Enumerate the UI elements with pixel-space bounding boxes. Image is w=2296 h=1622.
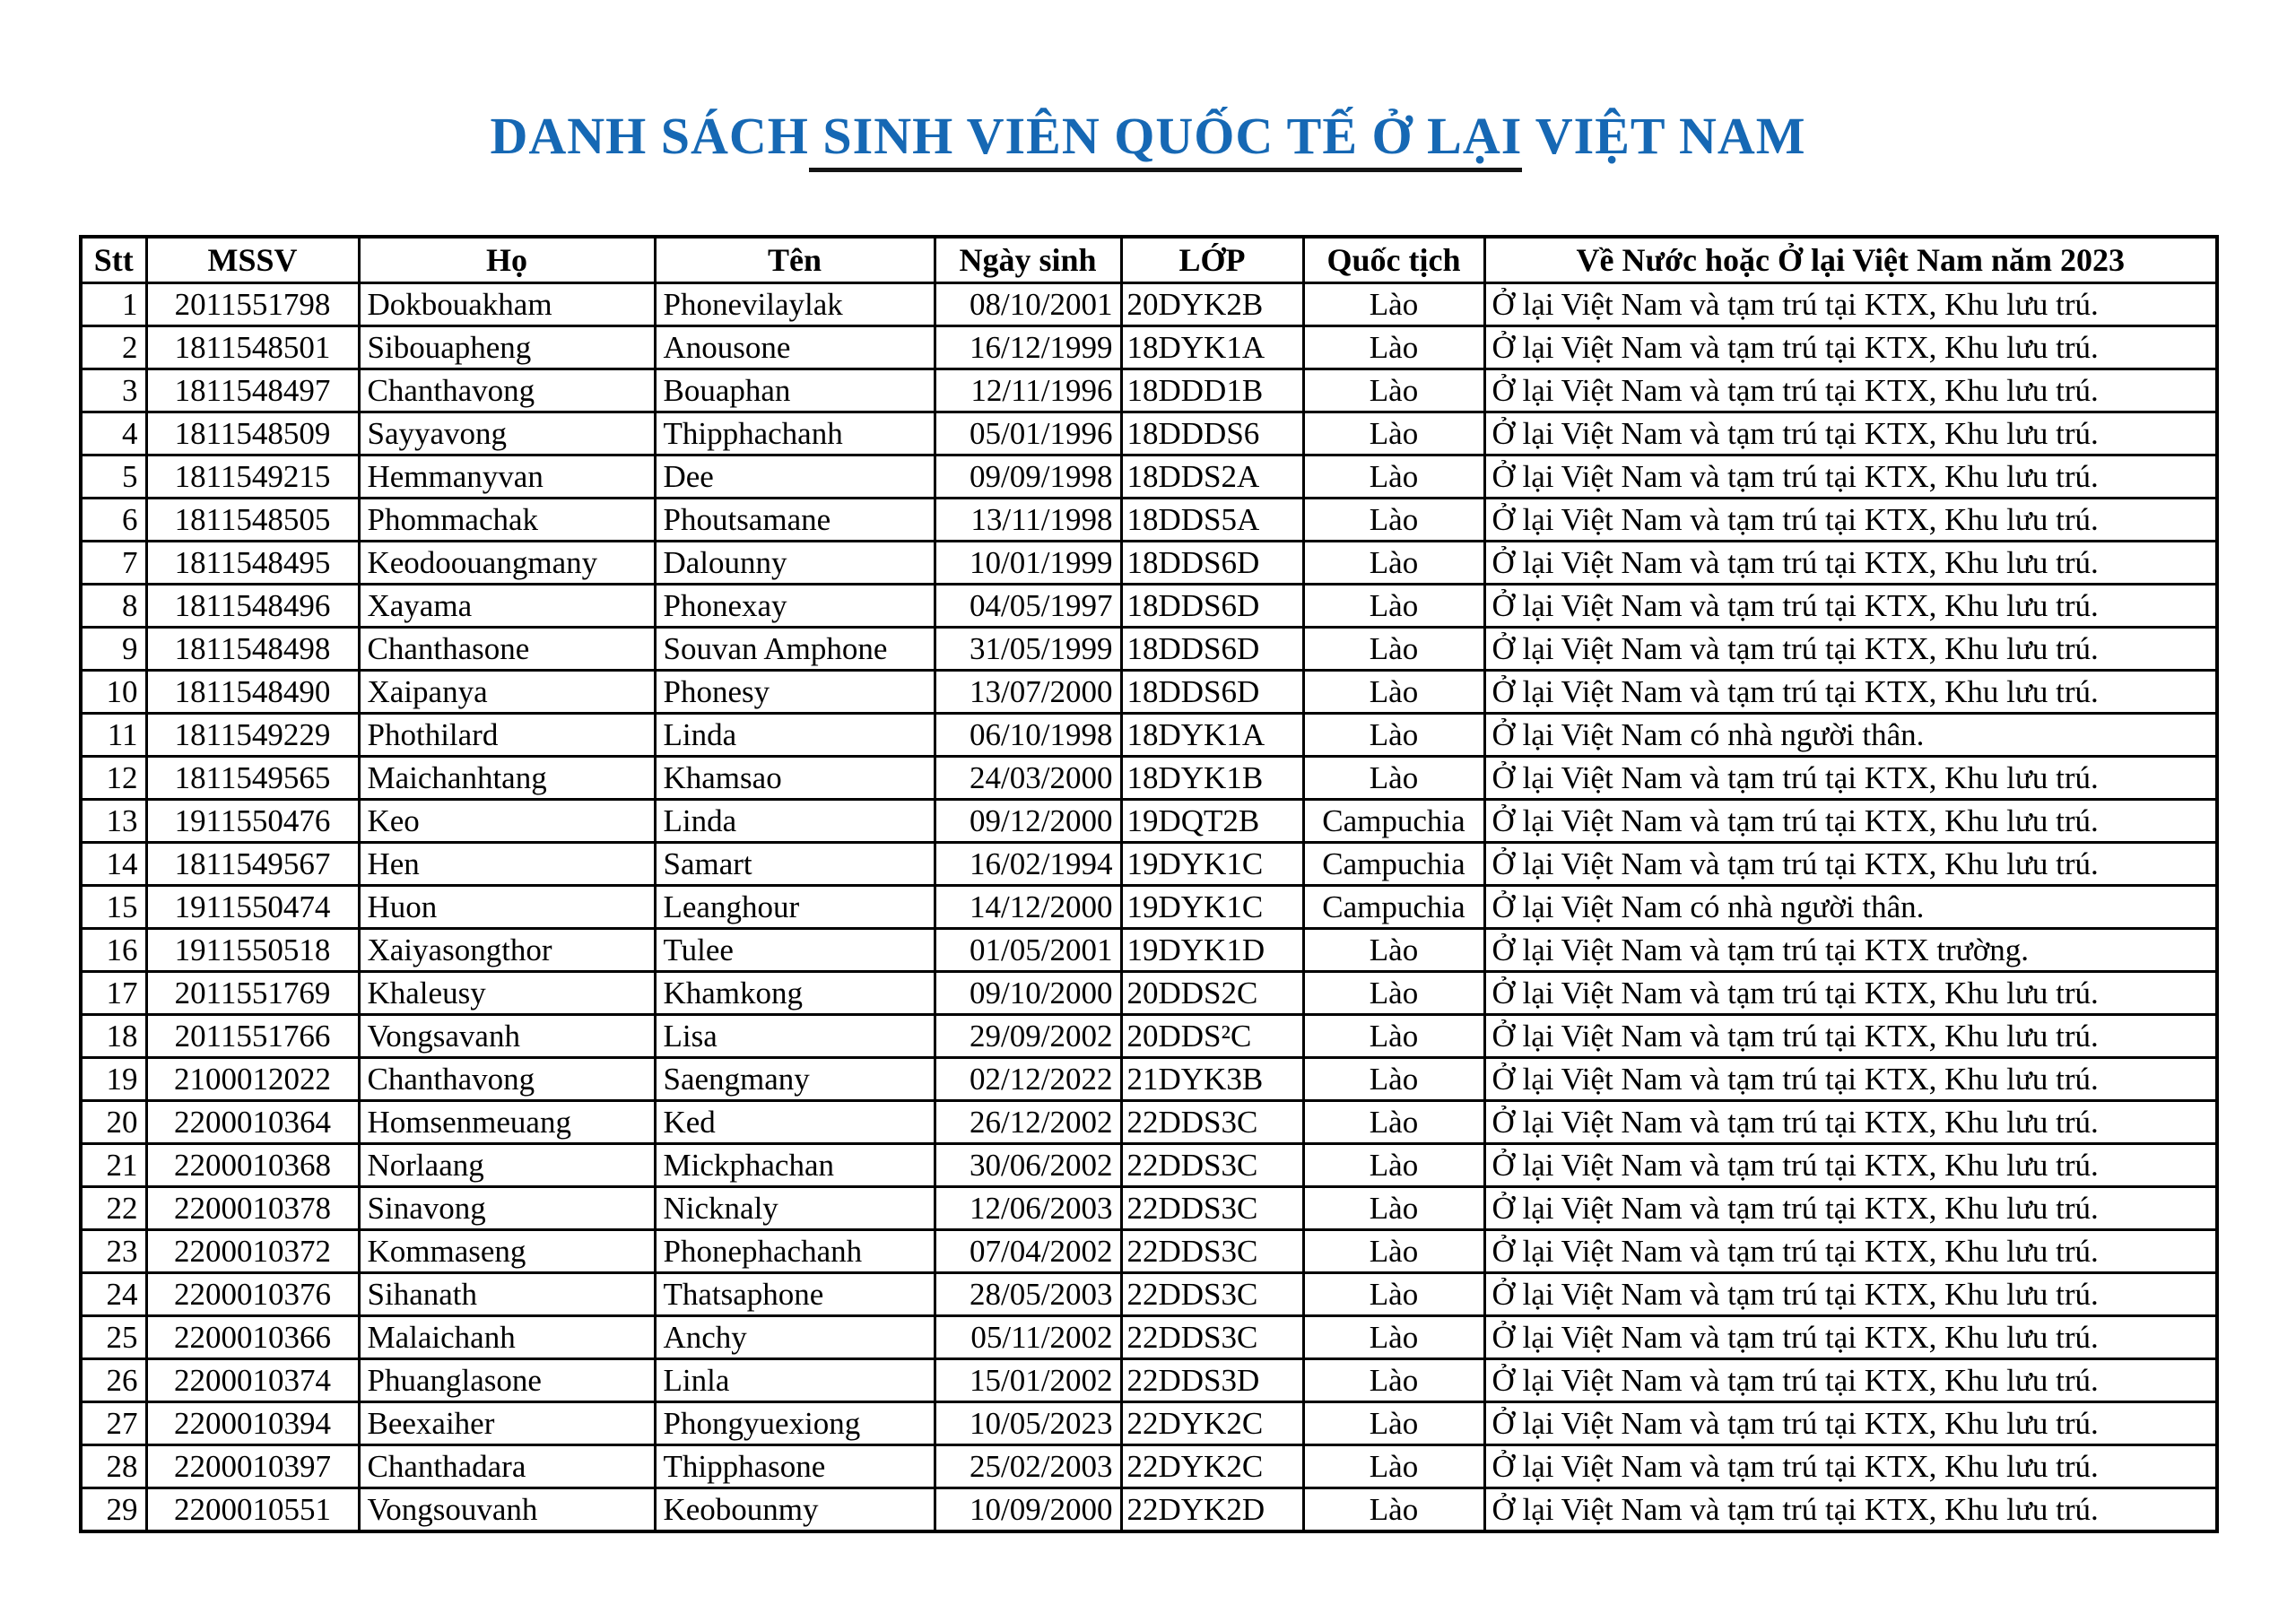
cell-stt: 10 (81, 671, 146, 714)
table-row (81, 1144, 2217, 1187)
cell-ngay_sinh: 12/11/1996 (935, 369, 1121, 412)
cell-mssv: 1811549565 (146, 757, 359, 800)
cell-quoc_tich: Lào (1303, 1230, 1484, 1273)
cell-status: Ở lại Việt Nam và tạm trú tại KTX, Khu lưu trú. (1484, 843, 2217, 886)
cell-mssv: 1811549229 (146, 714, 359, 757)
cell-stt: 16 (81, 929, 146, 972)
cell-lop: 18DYK1A (1121, 326, 1303, 369)
cell-stt: 6 (81, 499, 146, 542)
table-row (81, 326, 2217, 369)
cell-mssv: 1811548496 (146, 585, 359, 628)
table-row (81, 972, 2217, 1015)
cell-quoc_tich: Lào (1303, 1488, 1484, 1532)
cell-mssv: 1911550518 (146, 929, 359, 972)
cell-ten: Nicknaly (655, 1187, 935, 1230)
cell-lop: 22DDS3C (1121, 1187, 1303, 1230)
cell-ten: Phonexay (655, 585, 935, 628)
cell-quoc_tich: Lào (1303, 412, 1484, 455)
table-row (81, 1445, 2217, 1488)
cell-ho: Hemmanyvan (359, 455, 655, 499)
cell-ngay_sinh: 24/03/2000 (935, 757, 1121, 800)
cell-ten: Khamsao (655, 757, 935, 800)
cell-quoc_tich: Lào (1303, 326, 1484, 369)
table-row (81, 800, 2217, 843)
cell-mssv: 2011551766 (146, 1015, 359, 1058)
cell-quoc_tich: Campuchia (1303, 843, 1484, 886)
cell-status: Ở lại Việt Nam và tạm trú tại KTX, Khu lưu trú. (1484, 1015, 2217, 1058)
cell-mssv: 2200010374 (146, 1359, 359, 1402)
cell-quoc_tich: Lào (1303, 542, 1484, 585)
cell-status: Ở lại Việt Nam và tạm trú tại KTX, Khu lưu trú. (1484, 800, 2217, 843)
cell-quoc_tich: Lào (1303, 283, 1484, 326)
cell-ngay_sinh: 10/05/2023 (935, 1402, 1121, 1445)
cell-ten: Bouaphan (655, 369, 935, 412)
cell-lop: 18DDS6D (1121, 542, 1303, 585)
cell-quoc_tich: Lào (1303, 972, 1484, 1015)
cell-mssv: 2011551798 (146, 283, 359, 326)
cell-ngay_sinh: 30/06/2002 (935, 1144, 1121, 1187)
cell-quoc_tich: Lào (1303, 1316, 1484, 1359)
cell-quoc_tich: Lào (1303, 585, 1484, 628)
cell-ngay_sinh: 29/09/2002 (935, 1015, 1121, 1058)
cell-ho: Phothilard (359, 714, 655, 757)
cell-ten: Dee (655, 455, 935, 499)
cell-ngay_sinh: 26/12/2002 (935, 1101, 1121, 1144)
table-row (81, 1359, 2217, 1402)
cell-stt: 11 (81, 714, 146, 757)
cell-ho: Chanthavong (359, 369, 655, 412)
table-row (81, 1230, 2217, 1273)
cell-ten: Leanghour (655, 886, 935, 929)
cell-lop: 21DYK3B (1121, 1058, 1303, 1101)
table-row (81, 1058, 2217, 1101)
cell-stt: 12 (81, 757, 146, 800)
cell-status: Ở lại Việt Nam và tạm trú tại KTX, Khu lưu trú. (1484, 283, 2217, 326)
table-row (81, 843, 2217, 886)
cell-ten: Linda (655, 800, 935, 843)
cell-status: Ở lại Việt Nam và tạm trú tại KTX, Khu lưu trú. (1484, 757, 2217, 800)
cell-mssv: 1811549215 (146, 455, 359, 499)
cell-quoc_tich: Lào (1303, 499, 1484, 542)
cell-lop: 18DDS5A (1121, 499, 1303, 542)
cell-status: Ở lại Việt Nam và tạm trú tại KTX, Khu lưu trú. (1484, 671, 2217, 714)
cell-ngay_sinh: 07/04/2002 (935, 1230, 1121, 1273)
cell-mssv: 2011551769 (146, 972, 359, 1015)
cell-status: Ở lại Việt Nam và tạm trú tại KTX, Khu lưu trú. (1484, 1187, 2217, 1230)
cell-quoc_tich: Lào (1303, 628, 1484, 671)
cell-stt: 4 (81, 412, 146, 455)
cell-quoc_tich: Lào (1303, 1101, 1484, 1144)
cell-lop: 20DYK2B (1121, 283, 1303, 326)
cell-status: Ở lại Việt Nam và tạm trú tại KTX, Khu lưu trú. (1484, 455, 2217, 499)
cell-status: Ở lại Việt Nam và tạm trú tại KTX, Khu lưu trú. (1484, 1058, 2217, 1101)
cell-lop: 18DDD1B (1121, 369, 1303, 412)
cell-ten: Phonevilaylak (655, 283, 935, 326)
column-header-ten: Tên (655, 237, 935, 283)
cell-ngay_sinh: 14/12/2000 (935, 886, 1121, 929)
table-row (81, 929, 2217, 972)
cell-status: Ở lại Việt Nam và tạm trú tại KTX, Khu lưu trú. (1484, 585, 2217, 628)
cell-ho: Keo (359, 800, 655, 843)
cell-stt: 8 (81, 585, 146, 628)
cell-ngay_sinh: 10/09/2000 (935, 1488, 1121, 1532)
cell-quoc_tich: Lào (1303, 1402, 1484, 1445)
cell-quoc_tich: Lào (1303, 714, 1484, 757)
cell-mssv: 1811548498 (146, 628, 359, 671)
cell-lop: 18DDS2A (1121, 455, 1303, 499)
cell-stt: 13 (81, 800, 146, 843)
cell-ho: Huon (359, 886, 655, 929)
cell-status: Ở lại Việt Nam có nhà người thân. (1484, 886, 2217, 929)
cell-lop: 18DDDS6 (1121, 412, 1303, 455)
cell-mssv: 2200010376 (146, 1273, 359, 1316)
cell-stt: 23 (81, 1230, 146, 1273)
cell-ngay_sinh: 31/05/1999 (935, 628, 1121, 671)
page-title (0, 106, 2296, 166)
cell-mssv: 1811548495 (146, 542, 359, 585)
cell-status: Ở lại Việt Nam và tạm trú tại KTX, Khu lưu trú. (1484, 1445, 2217, 1488)
table-row (81, 671, 2217, 714)
cell-ho: Xaipanya (359, 671, 655, 714)
table-row (81, 1316, 2217, 1359)
cell-status: Ở lại Việt Nam và tạm trú tại KTX trường. (1484, 929, 2217, 972)
cell-stt: 2 (81, 326, 146, 369)
cell-mssv: 1811548501 (146, 326, 359, 369)
cell-ngay_sinh: 13/11/1998 (935, 499, 1121, 542)
cell-ho: Malaichanh (359, 1316, 655, 1359)
column-header-quoc_tich: Quốc tịch (1303, 237, 1484, 283)
cell-ngay_sinh: 16/02/1994 (935, 843, 1121, 886)
cell-ho: Sinavong (359, 1187, 655, 1230)
cell-lop: 22DDS3D (1121, 1359, 1303, 1402)
cell-ten: Samart (655, 843, 935, 886)
cell-lop: 18DYK1B (1121, 757, 1303, 800)
table-row (81, 283, 2217, 326)
table-row (81, 1273, 2217, 1316)
cell-stt: 15 (81, 886, 146, 929)
cell-status: Ở lại Việt Nam và tạm trú tại KTX, Khu lưu trú. (1484, 1402, 2217, 1445)
cell-lop: 20DDS2C (1121, 972, 1303, 1015)
table-row (81, 369, 2217, 412)
cell-quoc_tich: Lào (1303, 455, 1484, 499)
cell-quoc_tich: Lào (1303, 671, 1484, 714)
cell-lop: 22DDS3C (1121, 1230, 1303, 1273)
cell-ho: Maichanhtang (359, 757, 655, 800)
cell-status: Ở lại Việt Nam và tạm trú tại KTX, Khu lưu trú. (1484, 1273, 2217, 1316)
table-row (81, 1402, 2217, 1445)
cell-ten: Tulee (655, 929, 935, 972)
cell-ten: Phonesy (655, 671, 935, 714)
cell-lop: 20DDS²C (1121, 1015, 1303, 1058)
cell-lop: 22DDS3C (1121, 1273, 1303, 1316)
cell-ho: Hen (359, 843, 655, 886)
cell-quoc_tich: Lào (1303, 757, 1484, 800)
cell-mssv: 1911550474 (146, 886, 359, 929)
cell-status: Ở lại Việt Nam và tạm trú tại KTX, Khu lưu trú. (1484, 1488, 2217, 1532)
table-row (81, 1015, 2217, 1058)
page-title-part1: DANH SÁCH (490, 107, 809, 165)
cell-stt: 27 (81, 1402, 146, 1445)
column-header-mssv: MSSV (146, 237, 359, 283)
table-row (81, 1101, 2217, 1144)
cell-stt: 9 (81, 628, 146, 671)
cell-ngay_sinh: 09/12/2000 (935, 800, 1121, 843)
cell-stt: 7 (81, 542, 146, 585)
cell-ho: Chanthasone (359, 628, 655, 671)
cell-status: Ở lại Việt Nam và tạm trú tại KTX, Khu lưu trú. (1484, 1316, 2217, 1359)
cell-quoc_tich: Campuchia (1303, 886, 1484, 929)
cell-ten: Linda (655, 714, 935, 757)
cell-stt: 29 (81, 1488, 146, 1532)
cell-mssv: 1911550476 (146, 800, 359, 843)
cell-ho: Vongsouvanh (359, 1488, 655, 1532)
cell-quoc_tich: Lào (1303, 369, 1484, 412)
cell-ten: Dalounny (655, 542, 935, 585)
cell-mssv: 2200010551 (146, 1488, 359, 1532)
cell-status: Ở lại Việt Nam và tạm trú tại KTX, Khu lưu trú. (1484, 1101, 2217, 1144)
cell-stt: 3 (81, 369, 146, 412)
cell-ho: Beexaiher (359, 1402, 655, 1445)
cell-status: Ở lại Việt Nam và tạm trú tại KTX, Khu lưu trú. (1484, 542, 2217, 585)
cell-ten: Khamkong (655, 972, 935, 1015)
cell-lop: 22DDS3C (1121, 1101, 1303, 1144)
cell-mssv: 2200010364 (146, 1101, 359, 1144)
cell-quoc_tich: Lào (1303, 1144, 1484, 1187)
cell-ten: Anchy (655, 1316, 935, 1359)
cell-stt: 25 (81, 1316, 146, 1359)
cell-lop: 19DYK1C (1121, 843, 1303, 886)
column-header-stt: Stt (81, 237, 146, 283)
cell-ten: Ked (655, 1101, 935, 1144)
cell-ngay_sinh: 01/05/2001 (935, 929, 1121, 972)
table-row (81, 412, 2217, 455)
cell-ho: Vongsavanh (359, 1015, 655, 1058)
cell-mssv: 2100012022 (146, 1058, 359, 1101)
cell-lop: 19DYK1D (1121, 929, 1303, 972)
table-row (81, 455, 2217, 499)
cell-stt: 17 (81, 972, 146, 1015)
table-row (81, 1187, 2217, 1230)
cell-stt: 21 (81, 1144, 146, 1187)
cell-ngay_sinh: 12/06/2003 (935, 1187, 1121, 1230)
cell-ten: Phoutsamane (655, 499, 935, 542)
cell-lop: 18DDS6D (1121, 628, 1303, 671)
cell-mssv: 2200010366 (146, 1316, 359, 1359)
cell-status: Ở lại Việt Nam có nhà người thân. (1484, 714, 2217, 757)
cell-quoc_tich: Lào (1303, 1058, 1484, 1101)
cell-status: Ở lại Việt Nam và tạm trú tại KTX, Khu lưu trú. (1484, 972, 2217, 1015)
table-row (81, 499, 2217, 542)
cell-ten: Mickphachan (655, 1144, 935, 1187)
cell-mssv: 1811549567 (146, 843, 359, 886)
cell-mssv: 1811548490 (146, 671, 359, 714)
cell-mssv: 2200010378 (146, 1187, 359, 1230)
table-header-row (81, 237, 2217, 283)
cell-ho: Kommaseng (359, 1230, 655, 1273)
cell-quoc_tich: Lào (1303, 1015, 1484, 1058)
cell-stt: 20 (81, 1101, 146, 1144)
cell-quoc_tich: Lào (1303, 1359, 1484, 1402)
cell-ten: Linla (655, 1359, 935, 1402)
cell-ngay_sinh: 05/11/2002 (935, 1316, 1121, 1359)
table-row (81, 886, 2217, 929)
cell-ngay_sinh: 28/05/2003 (935, 1273, 1121, 1316)
cell-ten: Lisa (655, 1015, 935, 1058)
cell-ngay_sinh: 15/01/2002 (935, 1359, 1121, 1402)
cell-ho: Phuanglasone (359, 1359, 655, 1402)
cell-lop: 22DDS3C (1121, 1316, 1303, 1359)
cell-status: Ở lại Việt Nam và tạm trú tại KTX, Khu lưu trú. (1484, 628, 2217, 671)
table-row (81, 1488, 2217, 1532)
table-row (81, 628, 2217, 671)
cell-lop: 22DYK2C (1121, 1402, 1303, 1445)
cell-ho: Sihanath (359, 1273, 655, 1316)
cell-ho: Xaiyasongthor (359, 929, 655, 972)
cell-status: Ở lại Việt Nam và tạm trú tại KTX, Khu lưu trú. (1484, 412, 2217, 455)
cell-mssv: 2200010372 (146, 1230, 359, 1273)
table-row (81, 542, 2217, 585)
cell-stt: 14 (81, 843, 146, 886)
cell-ten: Souvan Amphone (655, 628, 935, 671)
student-table (79, 235, 2219, 1533)
cell-ho: Xayama (359, 585, 655, 628)
page-title-part3: VIỆT NAM (1522, 107, 1806, 165)
cell-lop: 22DYK2C (1121, 1445, 1303, 1488)
cell-ho: Chanthadara (359, 1445, 655, 1488)
cell-ngay_sinh: 09/10/2000 (935, 972, 1121, 1015)
column-header-ngay_sinh: Ngày sinh (935, 237, 1121, 283)
cell-ho: Khaleusy (359, 972, 655, 1015)
cell-ten: Saengmany (655, 1058, 935, 1101)
cell-ten: Phonephachanh (655, 1230, 935, 1273)
cell-mssv: 1811548505 (146, 499, 359, 542)
cell-ngay_sinh: 06/10/1998 (935, 714, 1121, 757)
cell-status: Ở lại Việt Nam và tạm trú tại KTX, Khu lưu trú. (1484, 1144, 2217, 1187)
column-header-status: Về Nước hoặc Ở lại Việt Nam năm 2023 (1484, 237, 2217, 283)
cell-ho: Homsenmeuang (359, 1101, 655, 1144)
cell-quoc_tich: Campuchia (1303, 800, 1484, 843)
cell-ho: Dokbouakham (359, 283, 655, 326)
table-row (81, 757, 2217, 800)
cell-stt: 19 (81, 1058, 146, 1101)
cell-mssv: 1811548509 (146, 412, 359, 455)
cell-lop: 18DDS6D (1121, 671, 1303, 714)
cell-quoc_tich: Lào (1303, 929, 1484, 972)
cell-stt: 18 (81, 1015, 146, 1058)
cell-ten: Phongyuexiong (655, 1402, 935, 1445)
cell-ngay_sinh: 08/10/2001 (935, 283, 1121, 326)
cell-ngay_sinh: 02/12/2022 (935, 1058, 1121, 1101)
cell-ho: Sayyavong (359, 412, 655, 455)
cell-quoc_tich: Lào (1303, 1273, 1484, 1316)
cell-lop: 22DDS3C (1121, 1144, 1303, 1187)
cell-stt: 26 (81, 1359, 146, 1402)
cell-mssv: 1811548497 (146, 369, 359, 412)
cell-status: Ở lại Việt Nam và tạm trú tại KTX, Khu lưu trú. (1484, 1230, 2217, 1273)
cell-lop: 19DYK1C (1121, 886, 1303, 929)
cell-stt: 22 (81, 1187, 146, 1230)
cell-ten: Thipphasone (655, 1445, 935, 1488)
cell-mssv: 2200010394 (146, 1402, 359, 1445)
cell-ngay_sinh: 16/12/1999 (935, 326, 1121, 369)
cell-status: Ở lại Việt Nam và tạm trú tại KTX, Khu lưu trú. (1484, 499, 2217, 542)
cell-lop: 19DQT2B (1121, 800, 1303, 843)
cell-ngay_sinh: 09/09/1998 (935, 455, 1121, 499)
cell-ngay_sinh: 04/05/1997 (935, 585, 1121, 628)
cell-ho: Norlaang (359, 1144, 655, 1187)
cell-lop: 22DYK2D (1121, 1488, 1303, 1532)
cell-quoc_tich: Lào (1303, 1187, 1484, 1230)
cell-status: Ở lại Việt Nam và tạm trú tại KTX, Khu lưu trú. (1484, 326, 2217, 369)
cell-ho: Phommachak (359, 499, 655, 542)
cell-ten: Anousone (655, 326, 935, 369)
cell-ngay_sinh: 10/01/1999 (935, 542, 1121, 585)
cell-ho: Sibouapheng (359, 326, 655, 369)
cell-ten: Thipphachanh (655, 412, 935, 455)
cell-ngay_sinh: 05/01/1996 (935, 412, 1121, 455)
column-header-ho: Họ (359, 237, 655, 283)
cell-ten: Thatsaphone (655, 1273, 935, 1316)
cell-mssv: 2200010368 (146, 1144, 359, 1187)
cell-stt: 5 (81, 455, 146, 499)
cell-lop: 18DYK1A (1121, 714, 1303, 757)
cell-lop: 18DDS6D (1121, 585, 1303, 628)
cell-ngay_sinh: 13/07/2000 (935, 671, 1121, 714)
cell-quoc_tich: Lào (1303, 1445, 1484, 1488)
column-header-lop: LỚP (1121, 237, 1303, 283)
cell-stt: 24 (81, 1273, 146, 1316)
table-row (81, 714, 2217, 757)
cell-mssv: 2200010397 (146, 1445, 359, 1488)
cell-status: Ở lại Việt Nam và tạm trú tại KTX, Khu lưu trú. (1484, 1359, 2217, 1402)
page-title-part2-underlined: SINH VIÊN QUỐC TẾ Ở LẠI (809, 107, 1522, 172)
table-row (81, 585, 2217, 628)
cell-stt: 1 (81, 283, 146, 326)
cell-ho: Chanthavong (359, 1058, 655, 1101)
cell-ho: Keodoouangmany (359, 542, 655, 585)
cell-status: Ở lại Việt Nam và tạm trú tại KTX, Khu lưu trú. (1484, 369, 2217, 412)
cell-stt: 28 (81, 1445, 146, 1488)
cell-ngay_sinh: 25/02/2003 (935, 1445, 1121, 1488)
cell-ten: Keobounmy (655, 1488, 935, 1532)
